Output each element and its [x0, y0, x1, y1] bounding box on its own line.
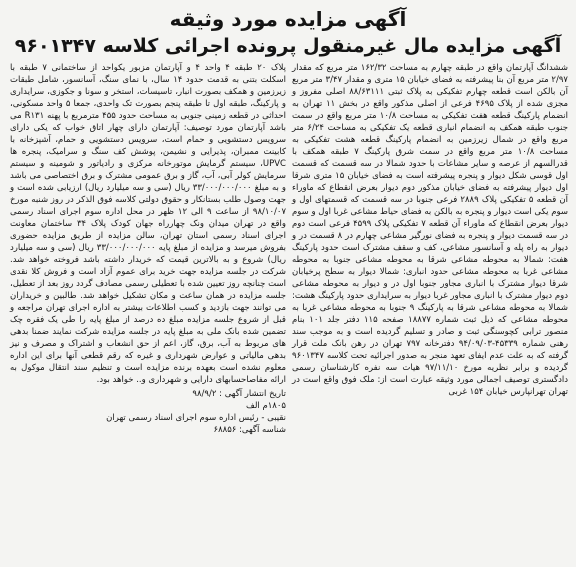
ad-id: شناسه آگهی: ۶۸۸۵۶ [213, 425, 286, 435]
notice-title: آگهی مزایده مورد وثیقه [169, 7, 407, 31]
notice-footer [10, 388, 286, 436]
publish-date: تاریخ انتشار آگهی : ۹۸/۹/۲ [192, 389, 286, 399]
text-column-right [292, 62, 568, 398]
signature: نقیبی - رئیس اداره سوم اجرای اسناد رسمی تهران [106, 413, 286, 423]
column-right-text: ششدانگ آپارتمان واقع در طبقه چهارم به مساحت ۱۶۲/۳۲ متر مربع که مقدار ۲/۹۷ متر مربع آن بنا پیشرفته به فضای خیابان ۱۵ متری و مقدار ۳/۴۷ متر مربع آن بالکن است قطعه چهارم تفکیکی به پلاک ثبتی ۸۸/۶۳۱۱۱ اصلی مفروز و مجزی شده از پلاک ۴۶۹۵ فرعی از اصلی مذکور واقع در بخش ۱۱ تهران به انضمام پارکینگ قطعه هفت تفکیکی به مساحت ۱۰/۸ متر مربع واقع در سمت جنوب طبقه همکف به انضمام انباری قطعه یک تفکیکی به مساحت ۶/۲۴ متر مربع واقع در شمال زیرزمین به انضمام پارکینگ قطعه هشت تفکیکی به مساحت ۱۰/۸ متر مربع واقع در سمت شرق پارکینگ ۷ طبقه همکف با قدرالسهم از عرصه و سایر مشاعات با حدود شمالا در سه قسمت که قسمت اول قوسی شکل دیوار و پنجره پیشرفته است به فضای خیابان ۱۵ متری شرقا اول دیوار پیشرفته به فضای خیابان مذکور دوم دیوار بعرض انقطاع که ماوراء آن قطعه ۵ تفکیکی پلاک ۲۸۸۹ فرعی جنوبا در سه قسمت که قسمتهای اول و سوم یکی است دیوار و پنجره به بالکن به فضای حیاط مشاعی غربا اول و سوم دیوار بعرض انقطاع که ماوراء آن قطعه ۷ تفکیکی پلاک ۴۵۹۹ فرعی است دوم در سه قسمت دیوار و پنجره به فضای نورگیر مشاعی چهارم در ۸ قسمت در و دیوار به راه پله و آسانسور مشاعی، کف و سقف مشترک است حدود پارکینگ هفت: شمالا به محوطه مشاعی شرقا به محوطه مشاعی جنوبا به محوطه مشاعی غربا به محوطه مشاعی حدود انباری: شمالا دیوار به سطح پرخیابان شرقا دیوار مشترک با انباری مجاور جنوبا اول در و دیوار به محوطه مشاعی دوم دیوار مشترک با انباری مجاور غربا دیوار به سرایداری حدود پارکینگ هشت: شمالا به محوطه مشاعی شرقا به پارکینگ ۹ جنوبا به محوطه مشاعی غربا به محوطه مشاعی که ذیل ثبت شماره ۱۸۸۷۷ صفحه ۱۱۵ دفتر جلد ۱۰۱ بنام منصور ترابی کچوسنگی ثبت و صادر و تسلیم گردیده است و به موجب سند رهنی شماره ۴۵۳۳۹-۹۴/۰۹/۰۳ دفترخانه ۷۹۷ تهران در رهن بانک ملت قرار گرفته که به علت عدم ایفای تعهد منجر به صدور اجرائیه تحت کلاسه ۹۶۰۱۳۴۷ گردیده و برابر نظریه مورخ ۹۷/۱۱/۱۰ هیات سه نفره کارشناسان رسمی دادگستری توصیف اجمالی مورد وثیقه عبارت است از: ملک فوق واقع است در تهران تهرانپارس خیابان ۱۵۴ غربی [292, 63, 569, 397]
text-column-left [10, 62, 286, 386]
column-left-text: پلاک ۲۰ طبقه ۴ واحد ۴ و آپارتمان مزبور یکواحد از ساختمانی ۷ طبقه با اسکلت بتنی به قدمت حدود ۱۴ سال، با نمای سنگ، آسانسور، شامل طبقات زیرزمین و همکف بصورت انبار، تاسیسات، استخر و سونا و جکوزی، سرایداری و پارکینگ، طبقه اول تا طبقه پنجم بصورت تک واحدی، جمعا ۵ واحد مسکونی، احداثی در قطعه زمینی جنوبی به مساحت حدود ۴۵۵ مترمربع با پهنه R۱۳۱ می باشد آپارتمان مورد توصیف: آپارتمان دارای چهار اتاق خواب که یکی دارای سرویس دستشویی و حمام است، سرویس دستشویی و حمام، آشپزخانه با کابینت ممبران، پذیرایی و نشیمن، پوشش کف سنگ و سرامیک، پنجره ها UPVC، سیستم گرمایش موتورخانه مرکزی و رادیاتور و شومینه و سیستم سرمایش کولر آبی، آب، گاز و برق عمومی مشترک و برق اختصاصی می باشد و به مبلغ ۳۳/۰۰۰/۰۰۰/۰۰۰ ریال (سی و سه میلیارد ریال) ارزیابی شده است و جهت وصول طلب بستانکار و حقوق دولتی کلاسه فوق الذکر در روز شنبه مورخ ۹۸/۱۰/۰۷ از ساعت ۹ الی ۱۲ ظهر در محل اداره سوم اجرای اسناد رسمی واقع در تهران میدان ونک چهارراه جهان کودک پلاک ۳۴ ساختمان معاونت اجرای اسناد رسمی استان تهران، سالن مزایده از طریق مزایده حضوری بفروش میرسد و مزایده از مبلغ پایه ۳۳/۰۰۰/۰۰۰/۰۰۰ ریال (سی و سه میلیارد ریال) شروع و به بالاترین قیمت که خریدار داشته باشد فروخته خواهد شد. شرکت در جلسه مزایده جهت خرید برای عموم آزاد است و فروش کلا نقدی است چنانچه روز تعیین شده با تعطیلی رسمی مصادف گردد روز بعد از تعطیل، جلسه مزایده در همان ساعت و مکان تشکیل خواهد شد. طالبین و خریداران می توانند جهت بازدید و کسب اطلاعات بیشتر به اداره اجرای تهران مراجعه و قبل از شروع جلسه مزایده مبلغ ده درصد از مبلغ پایه را طی یک فقره چک تضمین شده بانک ملی به مبلغ پایه در جلسه مزایده شرکت نمایند ضمنا بدهی های مربوط به آب، برق، گاز، اعم از حق انشعاب و اشتراک و مصرف و نیز بدهی مالیاتی و عوارض شهرداری و غیره که رقم قطعی آنها برای این اداره معلوم نشده است بعهده برنده مزایده است و تنظیم سند انتقال موکول به ارائه مفاصاحسابهای دارایی و شهرداری و.. خواهد بود. [10, 63, 287, 385]
header [0, 6, 576, 59]
ad-code: ۱۸۰۵م الف [246, 401, 286, 411]
notice-subtitle: آگهی مزایده مال غیرمنقول پرونده اجرائی کلاسه ۹۶۰۱۳۴۷ [14, 35, 562, 57]
